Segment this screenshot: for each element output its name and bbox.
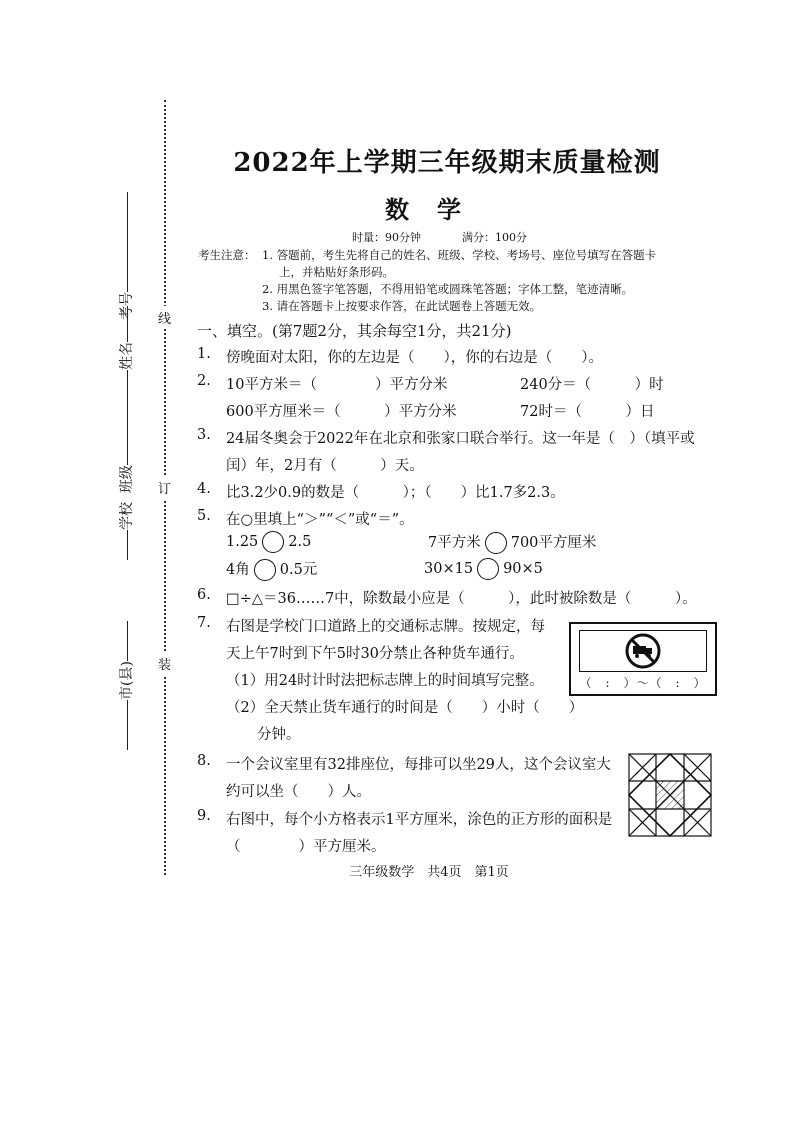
q8-line1: 一个会议室里有32排座位，每排可以坐29人，这个会议室大 — [226, 757, 611, 773]
notice-item-1: 1. 答题前，考生先将自己的姓名、班级、学校、考场号、座位号填写在答题卡 — [262, 248, 657, 262]
name-field[interactable] — [116, 306, 136, 420]
q3-line2: 闰）年，2月有（ ）天。 — [226, 458, 424, 474]
q5-item-2-right: 700平方厘米 — [510, 535, 597, 551]
school-class-field[interactable] — [116, 405, 136, 560]
q5-item-4-left: 30×15 — [424, 561, 474, 577]
city-label: 市(县) — [119, 661, 135, 700]
q7-sub2: （2）全天禁止货车通行的时间是（ ）小时（ ） — [226, 700, 584, 716]
no-truck-icon — [580, 631, 706, 671]
q5-item-3-right: 0.5元 — [279, 562, 318, 578]
q7-num: 7. — [197, 615, 211, 631]
q3-line1: 24届冬奥会于2022年在北京和张家口联合举行。这一年是（ ）（填平或 — [226, 431, 695, 447]
class-label: 班级 — [119, 465, 135, 494]
compare-circle[interactable] — [477, 558, 499, 580]
page-footer: 三年级数学 共4页 第1页 — [349, 865, 509, 880]
full-score: 满分：100分 — [462, 231, 527, 244]
q5-text: 在○里填上“＞”“＜”或“＝”。 — [226, 512, 414, 528]
q1-text: 傍晚面对太阳，你的左边是（ ），你的右边是（ ）。 — [226, 350, 603, 366]
q9-num: 9. — [197, 808, 211, 824]
grid-square-figure — [628, 753, 712, 837]
city-line — [127, 621, 128, 661]
name-line — [127, 306, 128, 342]
q7-sub1: （1）用24时计时法把标志牌上的时间填写完整。 — [226, 673, 544, 689]
q5-item-3-left: 4角 — [226, 562, 250, 578]
q7-line2: 天上午7时到下午5时30分禁止各种货车通行。 — [226, 646, 524, 662]
q5-item-4 — [424, 558, 543, 580]
q8-line2: 约可以坐（ ）人。 — [226, 784, 371, 800]
city-line-pre — [127, 700, 128, 750]
q5-num: 5. — [197, 508, 211, 524]
q5-item-2-left: 7平方米 — [428, 535, 481, 551]
q5-item-1-left: 1.25 — [226, 534, 259, 550]
q5-item-1-right: 2.5 — [288, 534, 312, 550]
compare-circle[interactable] — [485, 532, 507, 554]
exam-time: 时量：90分钟 — [352, 231, 421, 244]
q6-num: 6. — [197, 587, 211, 603]
q9-line2: （ ）平方厘米。 — [226, 839, 386, 855]
section-heading: 一、填空。(第7题2分，其余每空1分，共21分) — [197, 322, 512, 340]
bind-char-ding: 订 — [158, 476, 171, 499]
bind-char-zhuang: 装 — [158, 652, 171, 675]
notice-item-2: 2. 用黑色签字笔答题，不得用铅笔或圆珠笔答题；字体工整，笔迹清晰。 — [262, 282, 634, 296]
bind-char-xian: 线 — [158, 306, 171, 329]
q8-num: 8. — [197, 753, 211, 769]
compare-circle[interactable] — [254, 559, 276, 581]
compare-circle[interactable] — [262, 531, 284, 553]
school-line-pre — [127, 530, 128, 560]
q5-item-1 — [226, 531, 311, 553]
q4-text: 比3.2少0.9的数是（ ）；（ ）比1.7多2.3。 — [226, 485, 565, 501]
school-label: 学校 — [119, 502, 135, 530]
q6-text: □÷△＝36……7中，除数最小应是（ ），此时被除数是（ ）。 — [226, 591, 697, 607]
q2-d: 72时＝（ ）日 — [520, 404, 655, 420]
q5-item-4-right: 90×5 — [503, 561, 543, 577]
page-title: 2022年上学期三年级期末质量检测 — [233, 148, 661, 178]
class-line — [127, 405, 128, 465]
sign-time-blank[interactable]: （ : ）～（ : ） — [579, 676, 707, 690]
q2-num: 2. — [197, 373, 211, 389]
q9-line1: 右图中，每个小方格表示1平方厘米，涂色的正方形的面积是 — [226, 812, 613, 828]
q3-num: 3. — [197, 427, 211, 443]
notice-item-3: 3. 请在答题卡上按要求作答，在此试题卷上答题无效。 — [262, 299, 542, 313]
exam-no-label: 考号 — [119, 292, 135, 320]
q1-num: 1. — [197, 346, 211, 362]
name-label: 姓名 — [119, 342, 135, 370]
traffic-sign-box — [569, 622, 717, 696]
q7-line1: 右图是学校门口道路上的交通标志牌。按规定，每 — [226, 619, 545, 635]
q2-a: 10平方米＝（ ）平方分米 — [226, 377, 448, 393]
q2-c: 600平方厘米＝（ ）平方分米 — [226, 404, 457, 420]
city-field[interactable] — [116, 621, 136, 750]
q7-sub2b: 分钟。 — [257, 727, 301, 743]
q2-b: 240分＝（ ）时 — [520, 377, 664, 393]
notice-item-1b: 上，并粘贴好条形码。 — [279, 265, 394, 279]
notice-label: 考生注意： — [198, 248, 256, 262]
subject-title: 数学 — [385, 195, 489, 224]
q4-num: 4. — [197, 481, 211, 497]
q5-item-3 — [226, 558, 317, 581]
q5-item-2 — [428, 531, 596, 554]
traffic-sign-panel — [579, 630, 707, 672]
